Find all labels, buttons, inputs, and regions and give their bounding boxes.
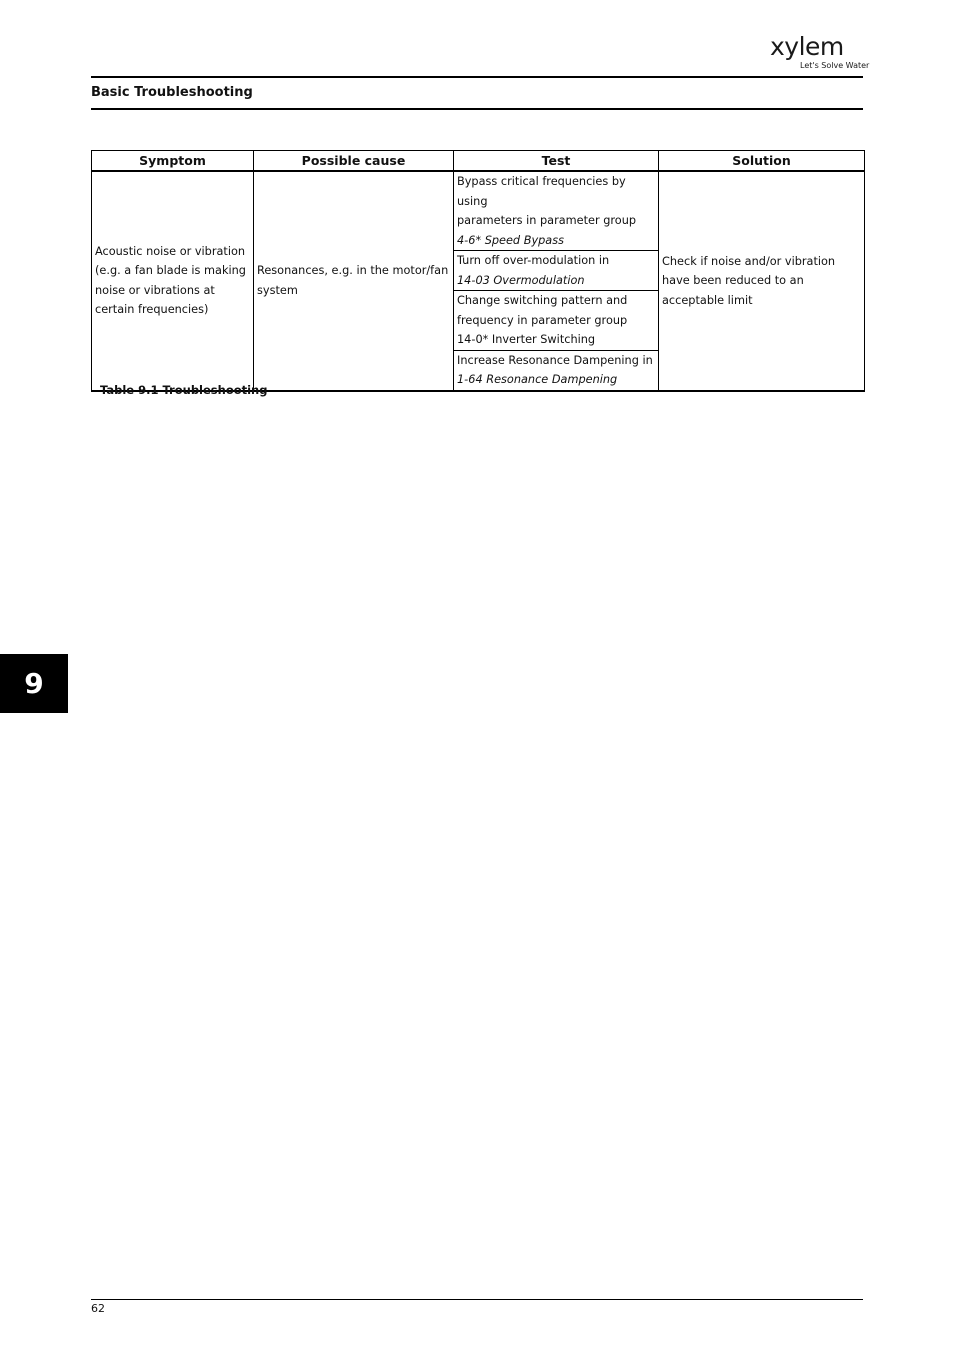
logo-wordmark: xylem bbox=[770, 32, 844, 61]
symptom-line: certain frequencies) bbox=[95, 303, 209, 317]
test-line: Bypass critical frequencies by using bbox=[457, 175, 626, 208]
troubleshooting-table bbox=[91, 150, 865, 392]
xylem-logo bbox=[770, 32, 870, 72]
solution-line: Check if noise and/or vibration bbox=[662, 254, 836, 268]
test-line: 14-0* Inverter Switching bbox=[457, 333, 596, 346]
solution-cell bbox=[659, 171, 865, 391]
solution-line: have been reduced to an bbox=[662, 274, 804, 287]
header-possible-cause: Possible cause bbox=[254, 151, 454, 172]
test-parameter: 14-03 Overmodulation bbox=[457, 273, 585, 287]
cause-line: system bbox=[257, 283, 298, 297]
test-line: parameters in parameter group bbox=[457, 214, 637, 227]
header-rule-top bbox=[91, 76, 863, 78]
cause-line: Resonances, e.g. in the motor/fan bbox=[257, 264, 449, 278]
test-cell-4 bbox=[454, 350, 659, 391]
test-line: Increase Resonance Dampening in bbox=[457, 353, 653, 367]
cause-cell bbox=[254, 171, 454, 391]
footer-rule bbox=[91, 1299, 863, 1300]
symptom-line: (e.g. a fan blade is making bbox=[95, 264, 246, 278]
test-cell-2 bbox=[454, 251, 659, 291]
table-caption: Table 9.1 Troubleshooting bbox=[100, 383, 268, 397]
header-solution: Solution bbox=[659, 151, 865, 172]
symptom-line: Acoustic noise or vibration bbox=[95, 244, 246, 258]
table-row bbox=[92, 171, 865, 251]
test-parameter: 4-6* Speed Bypass bbox=[457, 233, 564, 247]
test-line: Turn off over-modulation in bbox=[457, 254, 610, 267]
test-line: frequency in parameter group bbox=[457, 313, 628, 327]
chapter-tab: 9 bbox=[0, 654, 68, 713]
header-symptom: Symptom bbox=[92, 151, 254, 172]
symptom-line: noise or vibrations at bbox=[95, 283, 215, 297]
symptom-cell bbox=[92, 171, 254, 391]
table-header-row bbox=[92, 151, 865, 172]
section-title: Basic Troubleshooting bbox=[91, 85, 253, 100]
page-number: 62 bbox=[91, 1302, 105, 1315]
test-cell-1 bbox=[454, 171, 659, 251]
header-rule-bottom bbox=[91, 108, 863, 110]
logo-tagline: Let's Solve Water bbox=[800, 61, 870, 70]
test-line: Change switching pattern and bbox=[457, 294, 628, 307]
test-parameter: 1-64 Resonance Dampening bbox=[457, 373, 618, 386]
test-cell-3 bbox=[454, 291, 659, 351]
header-test: Test bbox=[454, 151, 659, 172]
solution-line: acceptable limit bbox=[662, 293, 753, 307]
